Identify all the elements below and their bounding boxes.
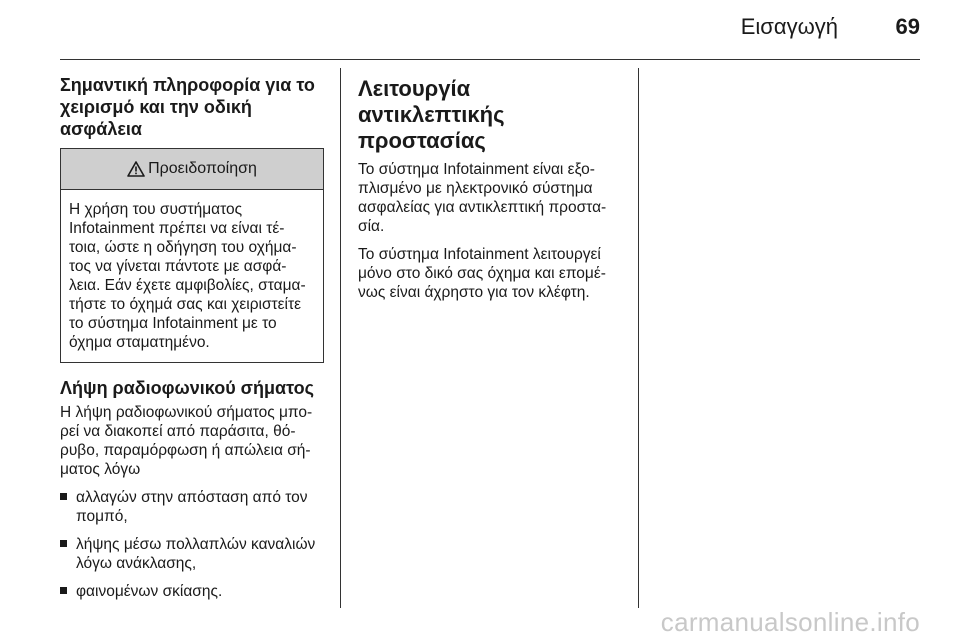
- list-item: [60, 535, 326, 573]
- radio-bullet-list: [60, 488, 326, 601]
- safety-heading: Σημαντική πληροφορία για το χειρισμό και την οδική ασφάλεια: [60, 75, 315, 139]
- list-item: [60, 582, 326, 601]
- warning-text: Η χρήση του συστήματος Infotainment πρέπει να είναι τέ-τοια, ώστε η οδήγηση του οχήμα-τος να γίνεται πάντοτε με ασφά-λεια. Εάν έχετε αμφιβολίες, σταμα-τήστε το όχημά σας και χειριστείτε το σύστημα Infotainment με το όχημα σταματημένο.: [69, 201, 306, 351]
- list-item-text: αλλαγών στην απόσταση από τον πομπό,: [76, 489, 308, 525]
- page-number: 69: [895, 14, 920, 39]
- warning-box: [60, 148, 324, 363]
- antitheft-para-2: Το σύστημα Infotainment λειτουργεί μόνο στο δικό σας όχημα και επομέ-νως είναι άχρηστο για τον κλέφτη.: [358, 246, 606, 301]
- antitheft-heading: Λειτουργία αντικλεπτικής προστασίας: [358, 76, 505, 153]
- header-rule: [60, 59, 920, 60]
- antitheft-para-1: Το σύστημα Infotainment είναι εξο-πλισμένο με ηλεκτρονικό σύστημα ασφαλείας για αντικλεπτική προστα-σία.: [358, 161, 607, 235]
- radio-section: [60, 377, 326, 601]
- list-item-text: φαινομένων σκίασης.: [76, 583, 223, 600]
- bullet-icon: [60, 493, 67, 500]
- warning-triangle-icon: [127, 161, 145, 177]
- watermark: carmanualsonline.info: [660, 607, 920, 637]
- bullet-icon: [60, 540, 67, 547]
- warning-header: [61, 149, 323, 190]
- section-title: Εισαγωγή: [740, 14, 838, 39]
- list-item-text: λήψης μέσω πολλαπλών καναλιών λόγω ανάκλασης,: [76, 536, 316, 572]
- column-divider: [340, 68, 341, 608]
- list-item: [60, 488, 326, 526]
- column-divider: [638, 68, 639, 608]
- radio-heading: Λήψη ραδιοφωνικού σήματος: [60, 378, 314, 398]
- column-middle: [358, 76, 622, 311]
- page-header: [0, 0, 960, 62]
- bullet-icon: [60, 587, 67, 594]
- column-left: [60, 74, 326, 610]
- warning-title: Προειδοποίηση: [148, 160, 257, 177]
- radio-intro: Η λήψη ραδιοφωνικού σήματος μπο-ρεί να διακοπεί από παράσιτα, θό-ρυβο, παραμόρφωση ή απώλεια σή-ματος λόγω: [60, 404, 313, 478]
